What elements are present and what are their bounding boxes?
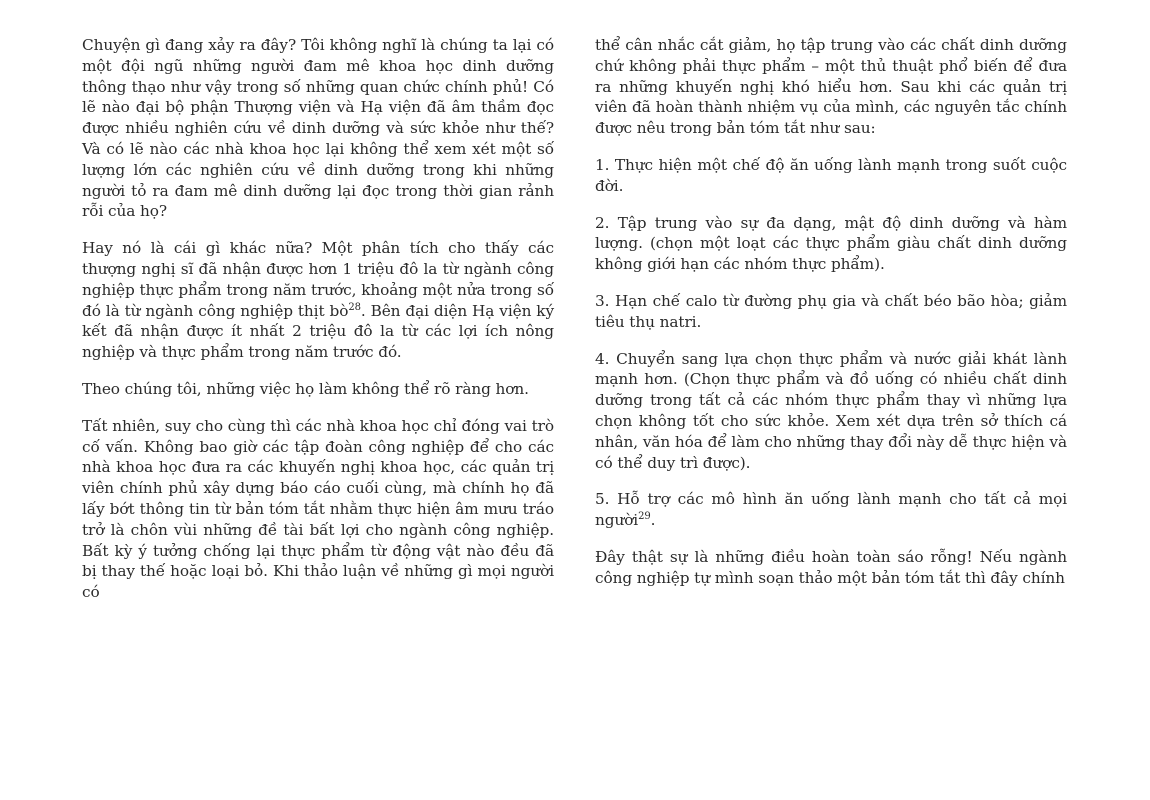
- paragraph-text: . Bên đại diện Hạ viện ký kết đã nhận được ít nhất 2 triệu đô la từ các lợi ích nông nghiệp và thực phẩm trong năm trước đó.: [82, 301, 555, 362]
- paragraph: thể cân nhắc cắt giảm, họ tập trung vào các chất dinh dưỡng chứ không phải thực phẩm – một thủ thuật phổ biến để đưa ra những khuyến nghị khó hiểu hơn. Sau khi các quản trị viên đã hoàn thành nhiệm vụ của mình, các nguyên tắc chính được nêu trong bản tóm tắt như sau:: [595, 36, 1067, 138]
- left-text-column: [82, 35, 554, 619]
- paragraph: Tất nhiên, suy cho cùng thì các nhà khoa học chỉ đóng vai trò cố vấn. Không bao giờ các tập đoàn công nghiệp để cho các nhà khoa học đưa ra các khuyến nghị khoa học, các quản trị viên chính phủ xây dựng báo cáo cuối cùng, mà chính họ đã lấy bớt thông tin từ bản tóm tắt nhằm thực hiện âm mưu tráo trở là chôn vùi những đề tài bất lợi cho ngành công nghiệp. Bất kỳ ý tưởng chống lại thực phẩm từ động vật nào đều đã bị thay thế hoặc loại bỏ. Khi thảo luận về những gì mọi người có: [82, 416, 554, 602]
- list-item-text: .: [650, 511, 656, 530]
- list-item: 3. Hạn chế calo từ đường phụ gia và chất béo bão hòa; giảm tiêu thụ natri.: [595, 291, 1067, 331]
- list-item: 2. Tập trung vào sự đa dạng, mật độ dinh dưỡng và hàm lượng. (chọn một loạt các thực phẩm giàu chất dinh dưỡng không giới hạn các nhóm thực phẩm).: [595, 213, 1067, 274]
- paragraph: Chuyện gì đang xảy ra đây? Tôi không nghĩ là chúng ta lại có một đội ngũ những người đam mê khoa học dinh dưỡng thông thạo như vậy trong số những quan chức chính phủ! Có lẽ nào đại bộ phận Thượng viện và Hạ viện đã âm thầm đọc được nhiều nghiên cứu về dinh dưỡng và sức khỏe như thế? Và có lẽ nào các nhà khoa học lại không thể xem xét một số lượng lớn các nghiên cứu về dinh dưỡng trong khi những người tỏ ra đam mê dinh dưỡng lại đọc trong thời gian rảnh rỗi của họ?: [82, 36, 554, 221]
- paragraph-text: Hay nó là cái gì khác nữa? Một phân tích cho thấy các thượng nghị sĩ đã nhận được hơn 1 triệu đô la từ ngành công nghiệp thực phẩm trong năm trước, khoảng một nửa trong số đó là từ ngành công nghiệp thịt bò: [82, 239, 554, 320]
- paragraph: Đây thật sự là những điều hoàn toàn sáo rỗng! Nếu ngành công nghiệp tự mình soạn thảo một bản tóm tắt thì đây chính: [595, 547, 1067, 587]
- footnote-ref: 29: [638, 511, 651, 523]
- paragraph-with-footnote: [82, 238, 554, 363]
- list-item: 1. Thực hiện một chế độ ăn uống lành mạnh trong suốt cuộc đời.: [595, 155, 1067, 195]
- paragraph: Theo chúng tôi, những việc họ làm không thể rõ ràng hơn.: [82, 379, 529, 398]
- right-text-column: [595, 35, 1067, 605]
- footnote-ref: 28: [348, 301, 361, 313]
- list-item: 4. Chuyển sang lựa chọn thực phẩm và nước giải khát lành mạnh hơn. (Chọn thực phẩm và đồ uống có nhiều chất dinh dưỡng trong tất cả các nhóm thực phẩm thay vì những lựa chọn không tốt cho sức khỏe. Xem xét dựa trên sở thích cá nhân, văn hóa để làm cho những thay đổi này dễ thực hiện và có thể duy trì được).: [595, 349, 1067, 472]
- list-item: [595, 489, 1067, 531]
- list-item-text: 5. Hỗ trợ các mô hình ăn uống lành mạnh cho tất cả mọi người: [595, 490, 1067, 530]
